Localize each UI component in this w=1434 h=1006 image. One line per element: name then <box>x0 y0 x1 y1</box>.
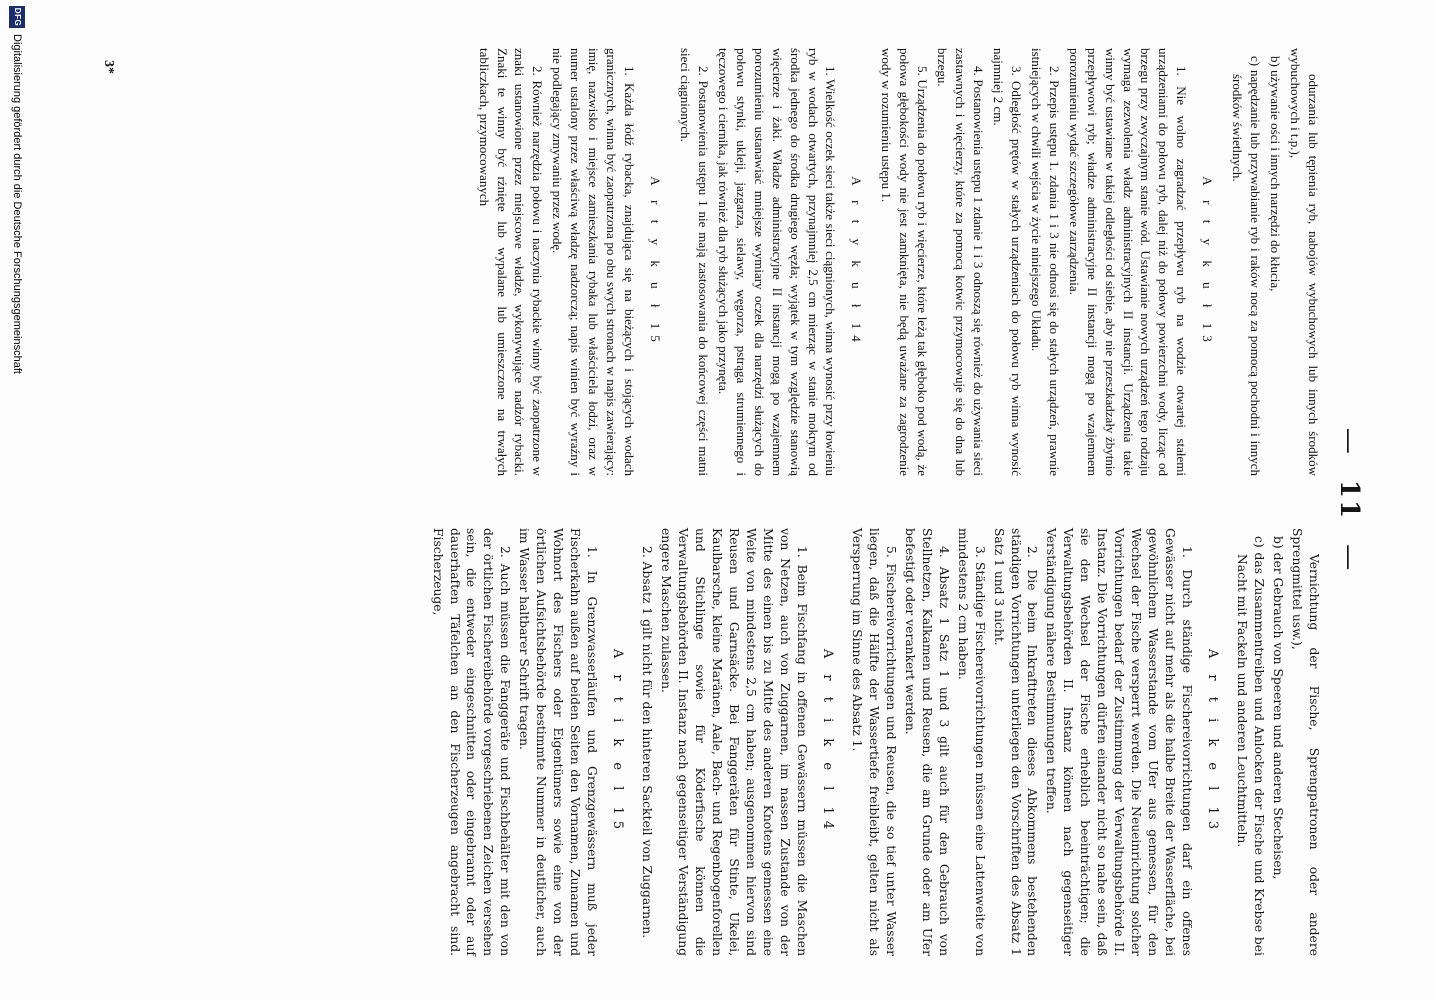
german-art14-heading: A r t i k e l 14 <box>819 648 835 836</box>
polish-art13-p4: 4. Postanowienia ustępu 1 zdanie 1 i 3 odnoszą się również do używania sieci zastawnych i więcierzy, które za pomocą kotwic przymocowuje się do dna lub brzegu. <box>935 48 987 476</box>
polish-intro: odurzania lub tępienia ryb, nabojów wybuchowych lub innych środków wybuchowych i t.p.), <box>1288 48 1321 476</box>
polish-art13-heading: A r t y k u ł 13 <box>1200 176 1216 348</box>
german-art13-p2: 2. Die beim Inkrafttreten dieses Abkommens bestehenden ständigen Vorrichtungen unterliegen den Vorschriften des Absatz 1 Satz 1 und 3 nicht. <box>991 528 1040 956</box>
german-art15-heading: A r t i k e l 15 <box>610 648 626 836</box>
dfg-logo-icon: DFG <box>9 6 25 28</box>
polish-art15-p2: 2. Również narzędzia połowu i naczynia rybackie winny być zaopatrzone w znaki ustanowione przez miejscowe władze, wykonywujące nadzór rybacki. Znaki te winny być rżnięte lub wypalane lub umieszczone na trwałych tabliczkach, przymocowanych <box>476 48 546 476</box>
german-column <box>427 528 1322 956</box>
german-item-c: c) das Zusammentreiben und Anlocken der Fische und Krebse bei Nacht mit Fackeln und anderen Leuchtmitteln. <box>1235 536 1267 956</box>
page-number-header <box>1334 360 1364 640</box>
dash-left: — <box>1334 427 1364 456</box>
polish-art13-p2: 2. Przepis ustępu 1. zdania 1 i 3 nie odnosi się do stałych urządzeń, prawnie istniejących w chwili wejścia w życie niniejszego Układu. <box>1028 48 1062 476</box>
dfg-stamp <box>0 0 34 1006</box>
german-intro: Vernichtung der Fische, Sprengpatronen oder andere Sprengmittel usw.), <box>1290 528 1321 956</box>
polish-item-b: b) używanie ości i innych narzędzi do kłucia, <box>1268 56 1284 292</box>
polish-art15-p1: 1. Każda łódź rybacka, znajdująca się na bieżących i stojących wodach granicznych, winna być zaopatrzona po obu swych stronach w napis zawierający: imię, nazwisko i miejsce zamieszkania rybaka lub właściciela łodzi, oraz w numer ustalony przez właściwą władzę nadzorczą; napis winien być wyraźny i nie podlegający zmywaniu przez wodę. <box>550 48 638 476</box>
german-item-b: b) der Gebrauch von Speeren und anderen Stecheisen, <box>1271 536 1286 880</box>
polish-art15-heading: A r t y k u ł 15 <box>648 176 664 348</box>
page-number: 11 <box>1334 479 1364 521</box>
german-art13-p5: 5. Fischereivorrichtungen und Reusen, die so tief unter Wasser liegen, daß die Hälfte der Wassertiefe freibleibt, gelten nicht als Versperrung im Sinne des Absatz 1. <box>849 528 898 956</box>
signature-mark: 3* <box>101 60 116 74</box>
german-art15-p1: 1. In Grenzwasserläufen und Grenzgewässern muß jeder Fischerkahn außen auf beiden Seiten den Vornamen, Zunamen und Wohnort des Fischers oder Eigentümers sowie eine von der örtlichen Aufsichtsbehörde bestimmte Nummer in deutlicher, auch im Wasser haltbarer Schrift tragen. <box>517 528 600 956</box>
german-art13-p1: 1. Durch ständige Fischereivorrichtungen darf ein offenes Gewässer nicht auf mehr als die halbe Breite der Wasserfläche, bei gewöhnlichem Wasserstande vom Ufer aus gemessen, für den Wechsel der Fische versperrt werden. Die Neueinrichtung solcher Vorrichtungen bedarf der Zustimmung der Verwaltungsbehörde II. Instanz. Die Vorrichtungen dürfen einander nicht so nahe sein, daß sie den Wechsel der Fische erheblich beeinträchtigen; die Verwaltungsbehörden II. Instanz können nach gegenseitiger Verständigung nähere Bestimmungen treffen. <box>1044 528 1195 956</box>
polish-art14-p1: 1. Wielkość oczek sieci także sieci ciągnionych, winna wynosić przy łowieniu ryb w wodach otwartych, przynajmniej 2,5 cm mierząc w stanie mokrym od środka jednego do środka drugiego węzła; wyjątek w tym względzie stanowią więcierze i żaki. Władze administracyjne II instancji mogą po wzajemnem porozumieniu ustanawiać mniejsze wymiary oczek dla narzędzi służących do połowu stynki, ukleji, jazgarza, sielawy, węgorza, pstrąga strumiennego i tęczowego i ciernika, jak również dla ryb służących jako przynęta. <box>715 48 839 476</box>
dfg-stamp-text: Digitalisierung gefördert durch die Deutsche Forschungsgemeinschaft <box>11 34 23 374</box>
german-art13-p4: 4. Absatz 1 Satz 1 und 3 gilt auch für den Gebrauch von Stellnetzen, Kalkamen und Reusen, die am Grunde oder am Ufer befestigt oder verankert werden. <box>902 528 951 956</box>
polish-art13-p5: 5. Urządzenia do połowu ryb i więcierze, które leżą tak głęboko pod wodą, że połowa głębokości wody nie jest zamknięta, nie będą uważane za zagrodzenie wody w rozumieniu ustępu 1. <box>879 48 931 476</box>
polish-item-c: c) napędzanie lub przywabianie ryb i raków nocą za pomocą pochodni i innych środków świetlnych. <box>1230 56 1264 476</box>
german-art14-p2: 2. Absatz 1 gilt nicht für den hinteren Sackteil von Zuggarnen. <box>640 546 655 939</box>
polish-art14-p2: 2. Postanowienia ustępu 1 nie mają zastosowania do końcowej części matni sieci ciągnionych. <box>678 48 711 476</box>
dash-right: — <box>1334 544 1364 573</box>
german-art13-p3: 3. Ständige Fischereivorrichtungen müssen eine Lattenweite von mindestens 2 cm haben. <box>955 528 987 956</box>
german-art13-heading: A r t i k e l 13 <box>1205 648 1221 836</box>
german-art14-p1: 1. Beim Fischfang in offenen Gewässern müssen die Maschen von Netzen, auch von Zuggarnen, im nassen Zustande von der Mitte des einen bis zu Mitte des anderen Knotens gemessen eine Weite von mindestens 2,5 cm haben; ausgenommen hiervon sind Reusen und Garnsäcke. Bei Fanggeräten für Stinte, Ukelei, Kaulbarsche, kleine Maränen, Aale, Bach- und Regenbogenforellen und Stichlinge sowie für Köderfische können die Verwaltungsbehörden II. Instanz nach gegenseitiger Verständigung engere Maschen zulassen. <box>659 528 809 956</box>
polish-art13-p1: 1. Nie wolno zagradzać przepływu ryb na wodzie otwartej stałemi urządzeniami do połowu ryb, dalej niż do połowy powierzchni wody, licząc od brzegu przy zwyczajnym stanie wód. Ustawianie nowych urządzeń tego rodzaju wymaga zezwolenia władz administracyjnych II instancji. Urządzenia takie winny być ustawiane w takiej odległości od siebie, aby nie przeszkadzały żbytnio przepływowi ryb; władze administracyjne II instancji mogą po wzajemnem porozumieniu wydać szczegółowe zarządzenia. <box>1066 48 1190 476</box>
polish-art13-p3: 3. Odległość prętów w stałych urządzeniach do połowu ryb winna wynosić najmniej 2 cm. <box>991 48 1024 476</box>
german-art15-p2: 2. Auch müssen die Fanggeräte und Fischbehälter mit den von der örtlichen Fischereibehörde vorgeschriebenen Zeichen versehen sein, die entweder eingeschnitten oder eingebrannt oder auf dauerhaften Täfelchen an den Fischerzeugen angebracht sind. Fischerzeuge, <box>430 528 513 956</box>
polish-column <box>473 48 1322 476</box>
polish-art14-heading: A r t y k u ł 14 <box>849 176 865 348</box>
